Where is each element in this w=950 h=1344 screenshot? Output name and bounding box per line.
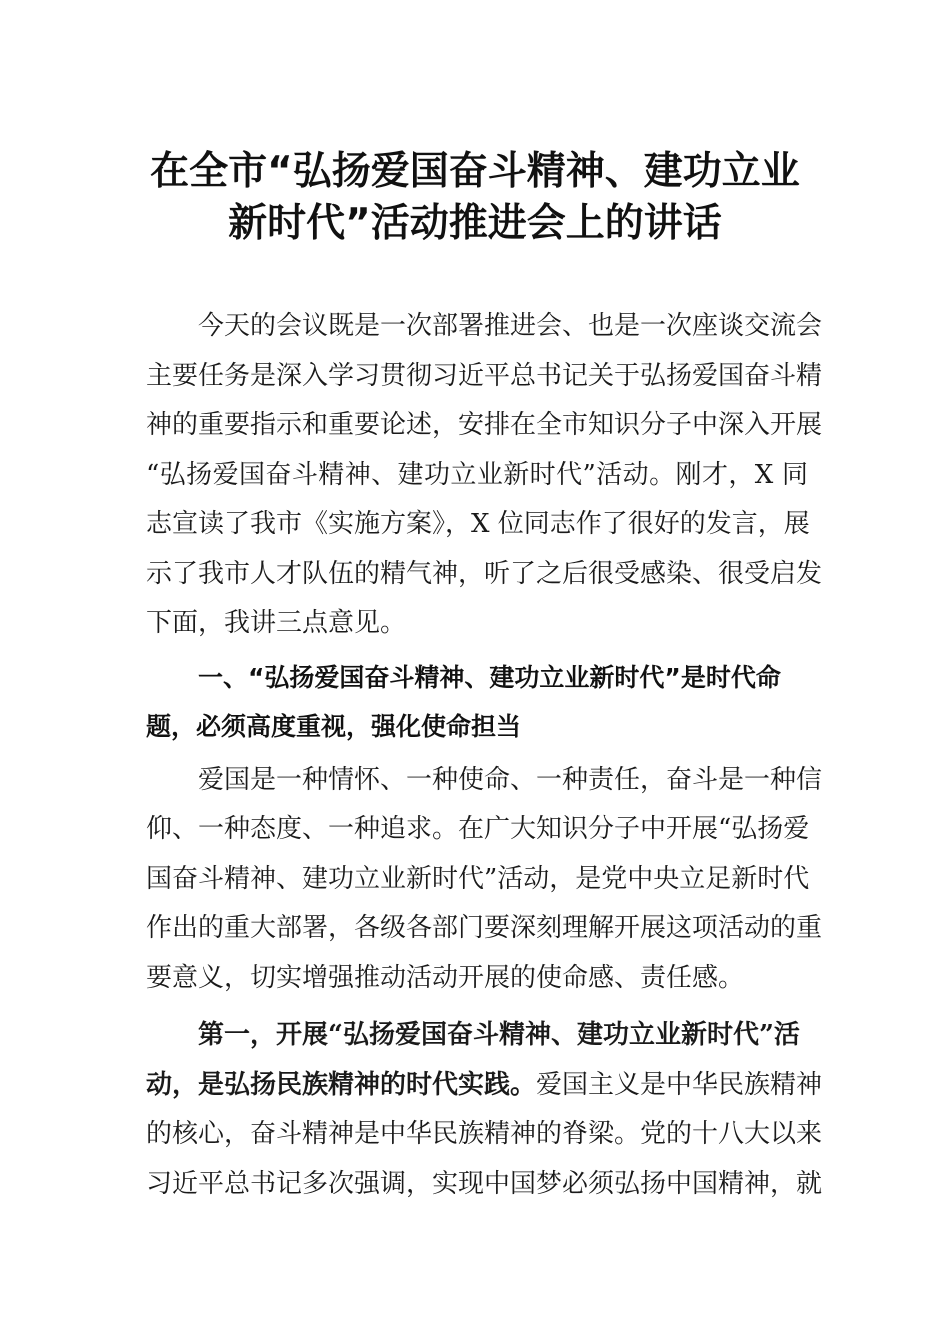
paragraph-line: 志宣读了我市《实施方案》，X 位同志作了很好的发言，展 bbox=[146, 509, 810, 539]
paragraph-line: 神的重要指示和重要论述，安排在全市知识分子中深入开展 bbox=[146, 410, 823, 440]
heading-line: 一、“弘扬爱国奋斗精神、建功立业新时代”是时代命 bbox=[198, 662, 781, 692]
paragraph-first-point bbox=[146, 1011, 823, 1209]
paragraph-line: 示了我市人才队伍的精气神，听了之后很受感染、很受启发 bbox=[146, 558, 823, 589]
paragraph-line: 主要任务是深入学习贯彻习近平总书记关于弘扬爱国奋斗精 bbox=[146, 360, 823, 391]
document-body bbox=[146, 302, 823, 1209]
paragraph-line: 要意义，切实增强推动活动开展的使命感、责任感。 bbox=[146, 962, 745, 993]
paragraph-line: 国奋斗精神、建功立业新时代”活动，是党中央立足新时代 bbox=[146, 863, 810, 894]
section-heading-1 bbox=[146, 653, 808, 752]
paragraph-line: “弘扬爱国奋斗精神、建功立业新时代”活动。刚才，X 同 bbox=[146, 459, 808, 490]
title-line-2: 新时代”活动推进会上的讲话 bbox=[228, 201, 722, 246]
paragraph-line: 的核心，奋斗精神是中华民族精神的脊梁。党的十八大以来 bbox=[146, 1119, 823, 1149]
paragraph-line bbox=[146, 1061, 823, 1111]
first-point-lead: 动，是弘扬民族精神的时代实践。 bbox=[146, 1069, 537, 1100]
paragraph-line: 习近平总书记多次强调，实现中国梦必须弘扬中国精神，就 bbox=[146, 1168, 823, 1199]
paragraph-opening bbox=[146, 302, 823, 649]
first-point-rest: 爱国主义是中华民族精神 bbox=[536, 1069, 823, 1100]
paragraph-line: 今天的会议既是一次部署推进会、也是一次座谈交流会 bbox=[198, 311, 823, 341]
paragraph-line: 下面，我讲三点意见。 bbox=[146, 608, 407, 638]
paragraph-line: 第一，开展“弘扬爱国奋斗精神、建功立业新时代”活 bbox=[198, 1020, 800, 1050]
document-title bbox=[120, 146, 830, 250]
heading-line: 题，必须高度重视，强化使命担当 bbox=[146, 712, 522, 741]
title-line-1: 在全市“弘扬爱国奋斗精神、建功立业 bbox=[150, 149, 800, 194]
paragraph-line: 仰、一种态度、一种追求。在广大知识分子中开展“弘扬爱 bbox=[146, 814, 810, 844]
paragraph-line: 作出的重大部署，各级各部门要深刻理解开展这项活动的重 bbox=[146, 913, 823, 943]
paragraph-line: 爱国是一种情怀、一种使命、一种责任，奋斗是一种信 bbox=[198, 764, 823, 795]
paragraph-section-1 bbox=[146, 756, 823, 1004]
